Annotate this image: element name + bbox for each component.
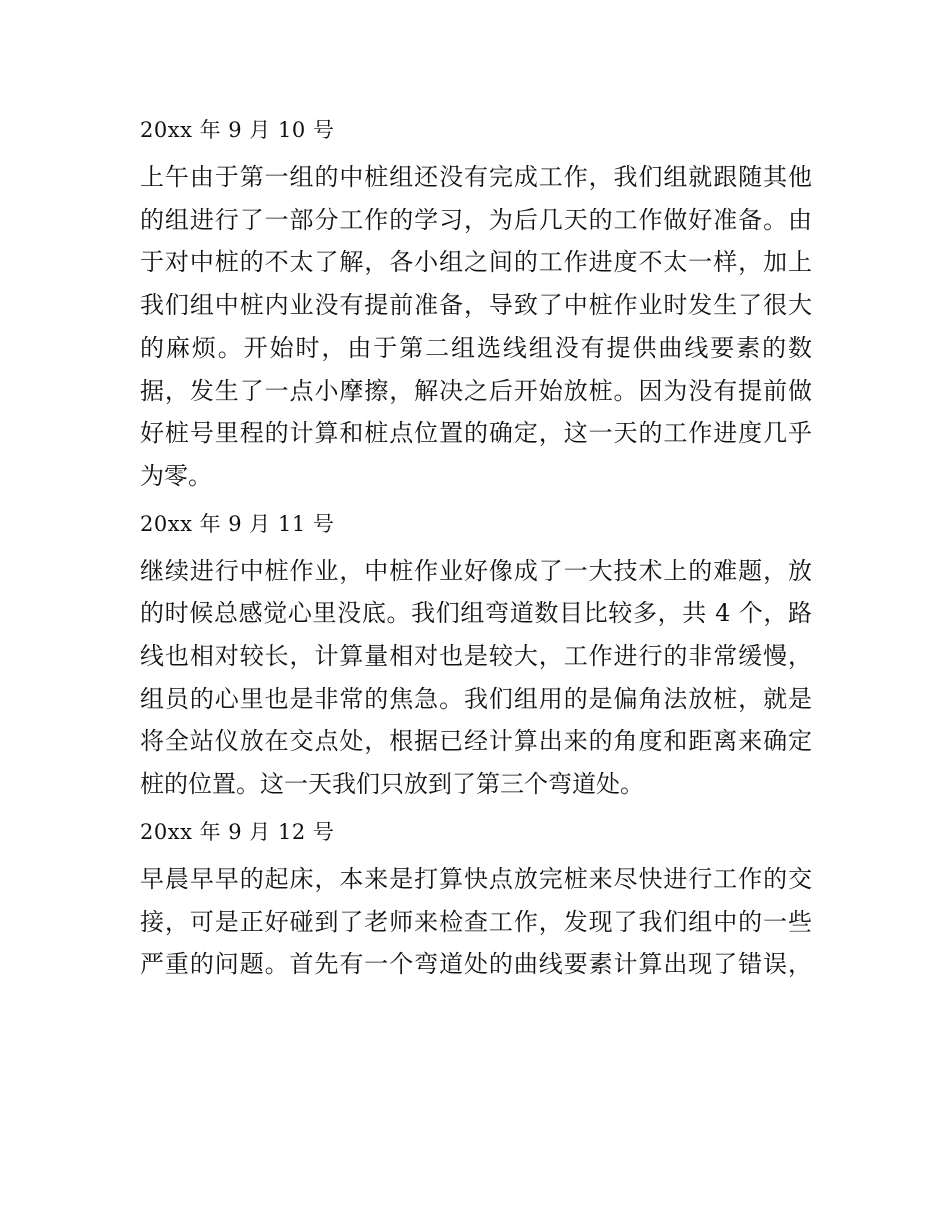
paragraph-line: 于对中桩的不太了解，各小组之间的工作进度不太一样，加上 <box>140 248 812 277</box>
paragraph-line: 的麻烦。开始时，由于第二组选线组没有提供曲线要素的数 <box>140 333 812 362</box>
paragraph-line: 组员的心里也是非常的焦急。我们组用的是偏角法放桩，就是 <box>140 684 812 713</box>
paragraph-line: 为零。 <box>140 461 212 490</box>
entry-paragraph <box>140 550 812 806</box>
document-body <box>140 112 812 994</box>
paragraph-line: 的组进行了一部分工作的学习，为后几天的工作做好准备。由 <box>140 205 812 234</box>
paragraph-line: 接，可是正好碰到了老师来检查工作，发现了我们组中的一些 <box>140 907 812 936</box>
paragraph-line: 将全站仪放在交点处，根据已经计算出来的角度和距离来确定 <box>140 727 812 756</box>
paragraph-line: 我们组中桩内业没有提前准备，导致了中桩作业时发生了很大 <box>140 291 812 320</box>
paragraph-line: 早晨早早的起床，本来是打算快点放完桩来尽快进行工作的交 <box>140 864 812 893</box>
paragraph-line: 继续进行中桩作业，中桩作业好像成了一大技术上的难题，放 <box>140 556 812 585</box>
entry-date-heading: 20xx 年 9 月 10 号 <box>140 118 335 142</box>
paragraph-line: 线也相对较长，计算量相对也是较大，工作进行的非常缓慢， <box>140 642 812 671</box>
entry-paragraph <box>140 858 812 986</box>
paragraph-line: 的时候总感觉心里没底。我们组弯道数目比较多，共 4 个，路 <box>140 599 812 628</box>
entry-paragraph <box>140 156 812 498</box>
paragraph-line: 好桩号里程的计算和桩点位置的确定，这一天的工作进度几乎 <box>140 419 812 448</box>
entry-date-heading: 20xx 年 9 月 12 号 <box>140 819 335 844</box>
entry-date-heading: 20xx 年 9 月 11 号 <box>140 511 335 536</box>
paragraph-line: 上午由于第一组的中桩组还没有完成工作，我们组就跟随其他 <box>140 163 812 191</box>
paragraph-line: 严重的问题。首先有一个弯道处的曲线要素计算出现了错误， <box>140 950 812 979</box>
paragraph-line: 桩的位置。这一天我们只放到了第三个弯道处。 <box>140 770 644 799</box>
paragraph-line: 据，发生了一点小摩擦，解决之后开始放桩。因为没有提前做 <box>140 376 812 405</box>
